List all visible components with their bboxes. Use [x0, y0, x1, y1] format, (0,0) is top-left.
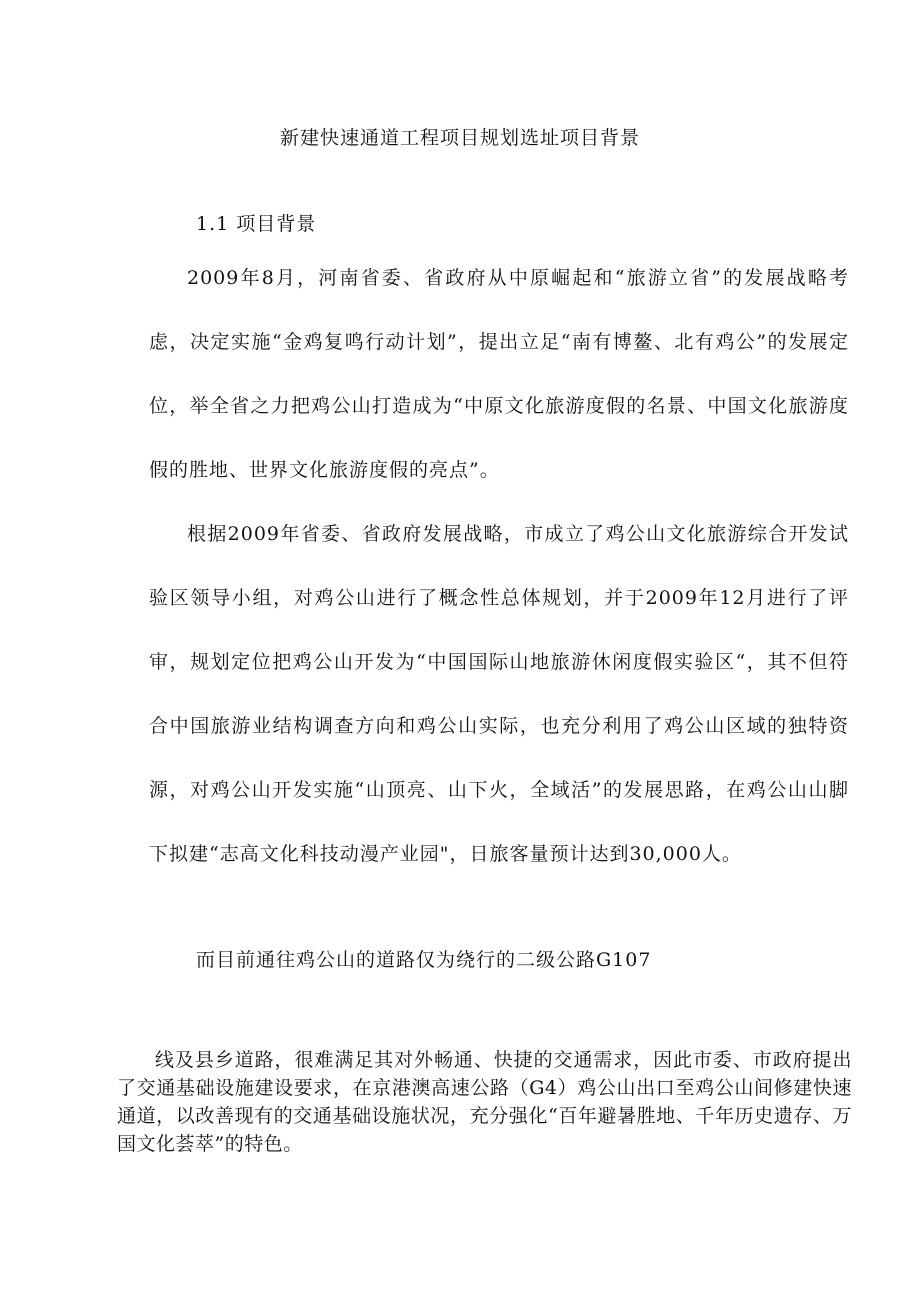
paragraph-4: 线及县乡道路，很难满足其对外畅通、快捷的交通需求，因此市委、市政府提出了交通基础设施建设要求，在京港澳高速公路（G4）鸡公山出口至鸡公山间修建快速通道，以改善现有的交通基础设施状况，充分强化“百年避暑胜地、千年历史遗存、万国文化荟萃”的特色。: [117, 1049, 852, 1155]
paragraph-1: 2009年8月，河南省委、省政府从中原崛起和“旅游立省”的发展战略考虑，决定实施“金鸡复鸣行动计划”，提出立足“南有博鳌、北有鸡公”的发展定位，举全省之力把鸡公山打造成为“中原文化旅游度假的名景、中国文化旅游度假的胜地、世界文化旅游度假的亮点”。: [149, 267, 849, 481]
document-title: 新建快速通道工程项目规划选址项目背景: [279, 127, 640, 149]
paragraph-2: 根据2009年省委、省政府发展战略，市成立了鸡公山文化旅游综合开发试验区领导小组，对鸡公山进行了概念性总体规划，并于2009年12月进行了评审，规划定位把鸡公山开发为“中国国际山地旅游休闲度假实验区“，其不但符合中国旅游业结构调查方向和鸡公山实际，也充分利用了鸡公山区域的独特资源，对鸡公山开发实施“山顶亮、山下火，全域活”的发展思路，在鸡公山山脚下拟建“志高文化科技动漫产业园"，日旅客量预计达到30,000人。: [149, 523, 849, 865]
section-heading: 1.1 项目背景: [196, 213, 317, 235]
paragraph-3: 而目前通往鸡公山的道路仅为绕行的二级公路G107: [196, 949, 652, 971]
